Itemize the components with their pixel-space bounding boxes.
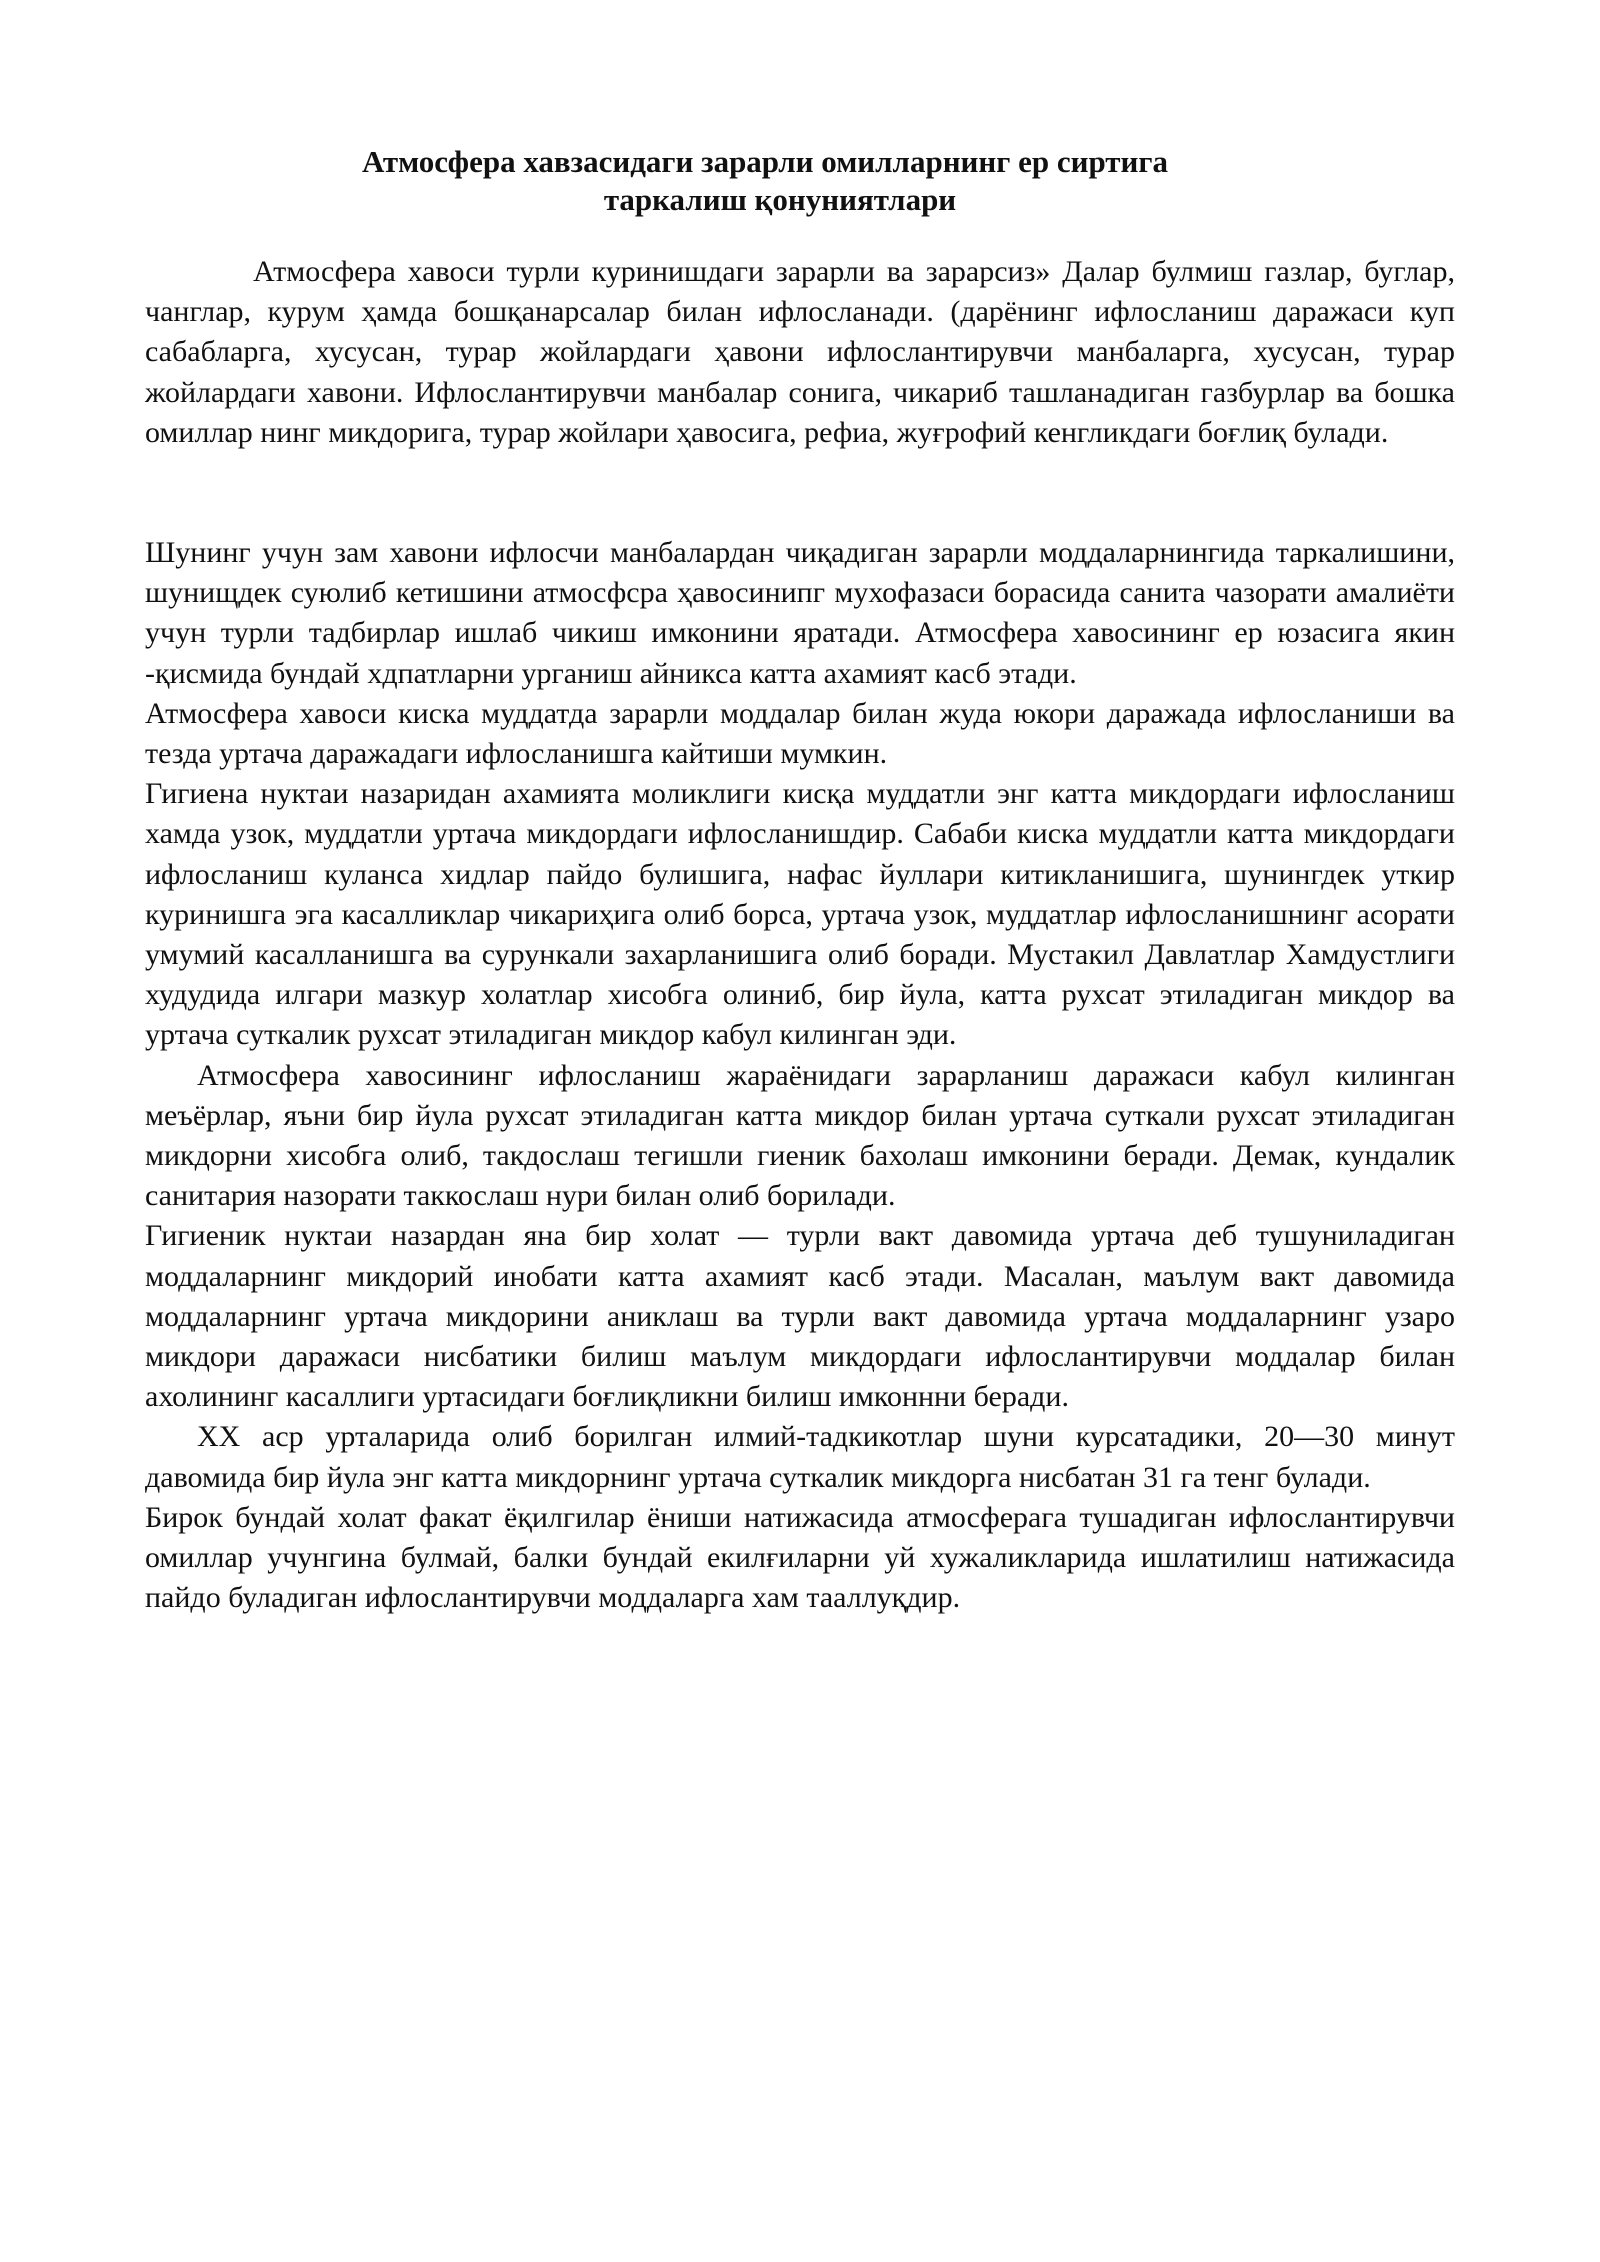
paragraph-7: XX аср урталарида олиб борилган илмий-тадкикотлар шуни курсатадики, 20—30 минут давомида бир йула энг катта микдорнинг уртача суткалик микдорга нисбатан 31 га тенг булади. [145,1420,1455,1494]
document-title-line-1: Атмосфера хавзасидаги зарарли омилларнинг ер сиртига [362,144,1168,179]
paragraph-6: Гигиеник нуктаи назардан яна бир холат — турли вакт давомида уртача деб тушуниладиган моддаларнинг микдорий инобати катта ахамият касб этади. Масалан, маълум вакт давомида моддаларнинг уртача микдорини аниклаш ва турли вакт давомида уртача моддаларнинг узаро микдори даражаси нисбатики билиш маълум микдордаги ифлослантирувчи моддалар билан ахолининг касаллиги уртасидаги боғлиқликни билиш имконнни беради. [145,1219,1455,1414]
document-body [145,252,1455,1619]
paragraph-8: Бирок бундай холат факат ёқилгилар ёниши натижасида атмосферага тушадиган ифлослантирувчи омиллар учунгина булмай, балки бундай екилғиларни уй хужаликларида ишлатилиш натижасида пайдо буладиган ифлослантирувчи моддаларга хам тааллуқдир. [145,1500,1455,1615]
paragraph-spacer [145,453,1455,533]
paragraph-2: Шунинг учун зам хавони ифлосчи манбалардан чиқадиган зарарли моддаларнингида таркалишини, шунищдек суюлиб кетишини атмосфсра ҳавосинипг мухофазаси борасида санита чазорати амалиёти учун турли тадбирлар ишлаб чикиш имконини яратади. Атмосфера хавосининг ер юзасига якин -қисмида бундай хдпатларни урганиш айникса катта ахамият касб этади. [145,536,1455,690]
paragraph-4: Гигиена нуктаи назаридан ахамията моликлиги кисқа муддатли энг катта микдордаги ифлосланиш хамда узок, муддатли уртача микдордаги ифлосланишдир. Сабаби киска муддатли катта микдордаги ифлосланиш куланса хидлар пайдо булишига, нафас йуллари китикланишига, шунингдек уткир куринишга эга касалликлар чикариҳига олиб борса, уртача узок, муддатлар ифлосланишнинг асорати умумий касалланишга ва сурункали захарланишига олиб боради. Мустакил Давлатлар Хамдустлиги худудида илгари мазкур холатлар хисобга олиниб, бир йула, катта рухсат этиладиган микдор ва уртача суткалик рухсат этиладиган микдор кабул килинган эди. [145,777,1455,1052]
paragraph-5: Атмосфера хавосининг ифлосланиш жараёнидаги зарарланиш даражаси кабул килинган меъёрлар, яъни бир йула рухсат этиладиган катта микдор билан уртача суткали рухсат этиладиган микдорни хисобга олиб, такдослаш тегишли гиеник бахолаш имконини беради. Демак, кундалик санитария назорати таккослаш нури билан олиб борилади. [145,1058,1455,1213]
document-title [145,143,1455,219]
document-title-line-2: таркалиш қонуниятлари [603,182,957,217]
paragraph-3: Атмосфера хавоси киска муддатда зарарли моддалар билан жуда юкори даражада ифлосланиши ва тезда уртача даражадаги ифлосланишга кайтиши мумкин. [145,696,1455,771]
paragraph-1: Атмосфера хавоси турли куринишдаги зарарли ва зарарсиз» Далар булмиш газлар, буглар, чанглар, курум ҳамда бошқанарсалар билан ифлосланади. (дарёнинг ифлосланиш даражаси куп сабабларга, хусусан, турар жойлардаги ҳавони ифлослантирувчи манбаларга, хусусан, турар жойлардаги хавони. Ифлослантирувчи манбалар сонига, чикариб ташланадиган газбурлар ва бошка омиллар нинг микдорига, турар жойлари ҳавосига, рефиа, жуғрофий кенгликдаги боғлиқ булади. [145,255,1455,449]
